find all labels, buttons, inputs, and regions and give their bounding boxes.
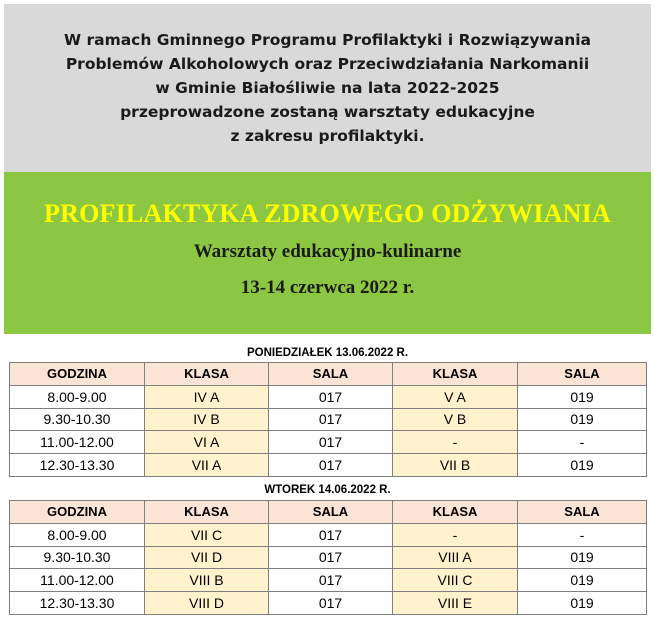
- cell-sala: 017: [269, 546, 393, 569]
- cell-klasa: VII A: [145, 454, 269, 477]
- cell-klasa: IV A: [145, 385, 269, 408]
- cell-klasa: VIII E: [393, 592, 518, 615]
- table-row: [10, 408, 647, 431]
- cell-klasa: VI A: [145, 431, 269, 454]
- cell-godzina: 8.00-9.00: [10, 523, 145, 546]
- cell-godzina: 9.30-10.30: [10, 546, 145, 569]
- cell-sala: 019: [518, 408, 647, 431]
- cell-klasa: VIII B: [145, 569, 269, 592]
- cell-sala: 017: [269, 569, 393, 592]
- cell-klasa: -: [393, 431, 518, 454]
- header-godzina: GODZINA: [10, 363, 145, 386]
- day-caption-monday: PONIEDZIAŁEK 13.06.2022 R.: [246, 347, 409, 359]
- cell-klasa: V A: [393, 385, 518, 408]
- cell-sala: 017: [269, 385, 393, 408]
- cell-godzina: 12.30-13.30: [10, 592, 145, 615]
- cell-sala: 019: [518, 454, 647, 477]
- cell-klasa: VII C: [145, 523, 269, 546]
- intro-box: [4, 4, 651, 172]
- cell-klasa: -: [393, 523, 518, 546]
- schedule-table-monday: [9, 362, 647, 477]
- header-sala: SALA: [269, 501, 393, 524]
- cell-sala: 017: [269, 454, 393, 477]
- intro-line-1: W ramach Gminnego Programu Profilaktyki i Rozwiązywania: [63, 31, 592, 49]
- cell-klasa: VIII C: [393, 569, 518, 592]
- header-klasa: KLASA: [393, 501, 518, 524]
- day-caption-tuesday: WTOREK 14.06.2022 R.: [264, 484, 391, 496]
- cell-sala: 017: [269, 431, 393, 454]
- header-klasa: KLASA: [145, 363, 269, 386]
- cell-sala: 017: [269, 523, 393, 546]
- intro-line-2: Problemów Alkoholowych oraz Przeciwdziałania Narkomanii: [65, 55, 590, 73]
- header-sala: SALA: [269, 363, 393, 386]
- intro-line-4: przeprowadzone zostaną warsztaty edukacyjne: [120, 103, 535, 121]
- cell-klasa: IV B: [145, 408, 269, 431]
- cell-sala: -: [518, 523, 647, 546]
- intro-line-5: z zakresu profilaktyki.: [230, 127, 425, 145]
- cell-sala: 019: [518, 569, 647, 592]
- banner-date: 13-14 czerwca 2022 r.: [240, 277, 415, 298]
- cell-godzina: 8.00-9.00: [10, 385, 145, 408]
- cell-klasa: VIII D: [145, 592, 269, 615]
- table-row: [10, 523, 647, 546]
- cell-klasa: V B: [393, 408, 518, 431]
- cell-sala: 019: [518, 546, 647, 569]
- table-row: [10, 546, 647, 569]
- cell-klasa: VII B: [393, 454, 518, 477]
- cell-godzina: 9.30-10.30: [10, 408, 145, 431]
- header-sala: SALA: [518, 501, 647, 524]
- header-godzina: GODZINA: [10, 501, 145, 524]
- table-header-row: [10, 363, 647, 386]
- cell-sala: 019: [518, 592, 647, 615]
- cell-klasa: VIII A: [393, 546, 518, 569]
- cell-sala: 017: [269, 592, 393, 615]
- intro-line-3: w Gminie Białośliwie na lata 2022-2025: [155, 79, 500, 97]
- table-row: [10, 592, 647, 615]
- header-sala: SALA: [518, 363, 647, 386]
- cell-godzina: 12.30-13.30: [10, 454, 145, 477]
- cell-sala: 019: [518, 385, 647, 408]
- header-klasa: KLASA: [393, 363, 518, 386]
- workshop-banner: [4, 172, 651, 334]
- schedule-table-tuesday: [9, 500, 647, 615]
- cell-sala: -: [518, 431, 647, 454]
- table-row: [10, 431, 647, 454]
- table-row: [10, 454, 647, 477]
- cell-godzina: 11.00-12.00: [10, 431, 145, 454]
- table-row: [10, 569, 647, 592]
- header-klasa: KLASA: [145, 501, 269, 524]
- cell-klasa: VII D: [145, 546, 269, 569]
- banner-title: PROFILAKTYKA ZDROWEGO ODŻYWIANIA: [44, 199, 611, 228]
- table-row: [10, 385, 647, 408]
- cell-sala: 017: [269, 408, 393, 431]
- table-header-row: [10, 501, 647, 524]
- banner-subtitle: Warsztaty edukacyjno-kulinarne: [193, 241, 462, 262]
- cell-godzina: 11.00-12.00: [10, 569, 145, 592]
